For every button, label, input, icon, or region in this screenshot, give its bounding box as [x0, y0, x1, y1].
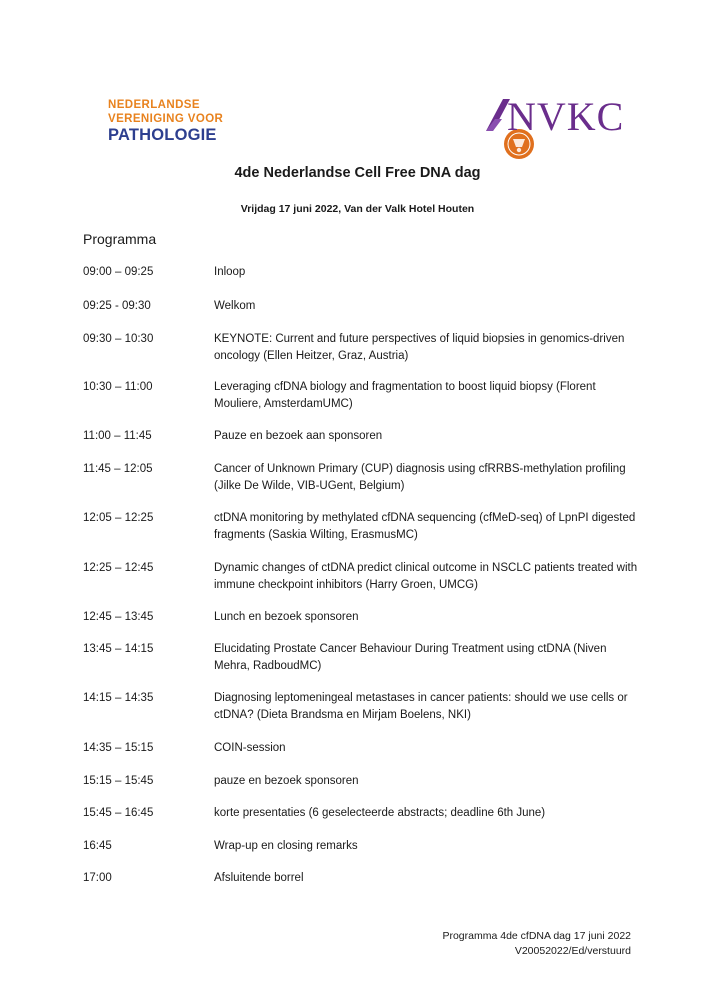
schedule-time: 15:15 – 15:45 [83, 775, 154, 787]
schedule-row [83, 740, 643, 757]
event-date-location: Vrijdag 17 juni 2022, Van der Valk Hotel Houten [240, 203, 475, 215]
schedule-description: Diagnosing leptomeningeal metastases in cancer patients: should we use cells or ctDNA? (Dieta Brandsma en Mirjam Boelens, NKI) [214, 692, 628, 721]
schedule-row [83, 609, 643, 626]
schedule-description: Leveraging cfDNA biology and fragmentation to boost liquid biopsy (Florent Mouliere, AmsterdamUMC) [214, 381, 596, 410]
schedule-time: 15:45 – 16:45 [83, 807, 154, 819]
schedule-row [83, 331, 643, 365]
schedule-description: COIN-session [214, 742, 286, 754]
logo-line-1: NEDERLANDSE [108, 99, 200, 111]
schedule-description: Pauze en bezoek aan sponsoren [214, 430, 383, 442]
schedule-row [83, 773, 643, 790]
schedule-description: Welkom [214, 300, 256, 312]
schedule-row [83, 838, 643, 855]
page-title: 4de Nederlandse Cell Free DNA dag [234, 165, 481, 181]
footer [442, 929, 631, 959]
section-heading: Programma [83, 231, 157, 247]
schedule-time: 09:00 – 09:25 [83, 266, 154, 278]
schedule-time: 09:30 – 10:30 [83, 333, 154, 345]
logo-line-2: VERENIGING VOOR [108, 112, 224, 125]
schedule-description: KEYNOTE: Current and future perspectives of liquid biopsies in genomics-driven oncology (Ellen Heitzer, Graz, Austria) [214, 333, 625, 362]
schedule-time: 11:45 – 12:05 [83, 463, 153, 475]
schedule-row [83, 690, 643, 724]
schedule-description: pauze en bezoek sponsoren [214, 775, 359, 787]
schedule-time: 12:05 – 12:25 [83, 512, 154, 524]
schedule-time: 13:45 – 14:15 [83, 643, 154, 655]
schedule-description: Cancer of Unknown Primary (CUP) diagnosis using cfRRBS-methylation profiling (Jilke De Wilde, VIB-UGent, Belgium) [214, 463, 626, 492]
schedule-row [83, 510, 643, 544]
schedule-row [83, 379, 643, 413]
nvkc-logo-text: NVKC [507, 94, 625, 139]
schedule-description: Dynamic changes of ctDNA predict clinical outcome in NSCLC patients treated with immune checkpoint inhibitors (Harry Groen, UMCG) [214, 562, 638, 591]
schedule-time: 09:25 - 09:30 [83, 300, 151, 312]
schedule-description: ctDNA monitoring by methylated cfDNA sequencing (cfMeD-seq) of LpnPI digested fragments (Saskia Wilting, ErasmusMC) [214, 512, 636, 541]
schedule-row [83, 461, 643, 495]
schedule-description: korte presentaties (6 geselecteerde abstracts; deadline 6th June) [214, 807, 546, 819]
schedule-time: 12:45 – 13:45 [83, 611, 154, 623]
schedule-row [83, 560, 643, 594]
logo-line-3: PATHOLOGIE [108, 126, 217, 144]
schedule-time: 16:45 [83, 840, 112, 852]
footer-line-1: Programma 4de cfDNA dag 17 juni 2022 [442, 930, 631, 942]
nvkc-logo [483, 95, 638, 165]
schedule-row [83, 298, 643, 315]
schedule-row [83, 870, 643, 887]
schedule-description: Wrap-up en closing remarks [214, 840, 358, 852]
footer-line-2: V20052022/Ed/verstuurd [514, 945, 631, 957]
schedule-time: 17:00 [83, 872, 112, 884]
schedule-row [83, 641, 643, 675]
nvvp-logo [108, 100, 223, 144]
schedule-description: Lunch en bezoek sponsoren [214, 611, 359, 623]
schedule-description: Inloop [214, 266, 246, 278]
schedule-description: Afsluitende borrel [214, 872, 304, 884]
schedule-time: 14:35 – 15:15 [83, 742, 154, 754]
schedule-time: 10:30 – 11:00 [83, 381, 153, 393]
schedule-row [83, 264, 643, 281]
schedule-time: 14:15 – 14:35 [83, 692, 154, 704]
schedule-time: 12:25 – 12:45 [83, 562, 154, 574]
schedule-row [83, 805, 643, 822]
schedule-row [83, 428, 643, 445]
schedule-description: Elucidating Prostate Cancer Behaviour During Treatment using ctDNA (Niven Mehra, RadboudMC) [214, 643, 607, 672]
schedule-time: 11:00 – 11:45 [83, 430, 152, 442]
